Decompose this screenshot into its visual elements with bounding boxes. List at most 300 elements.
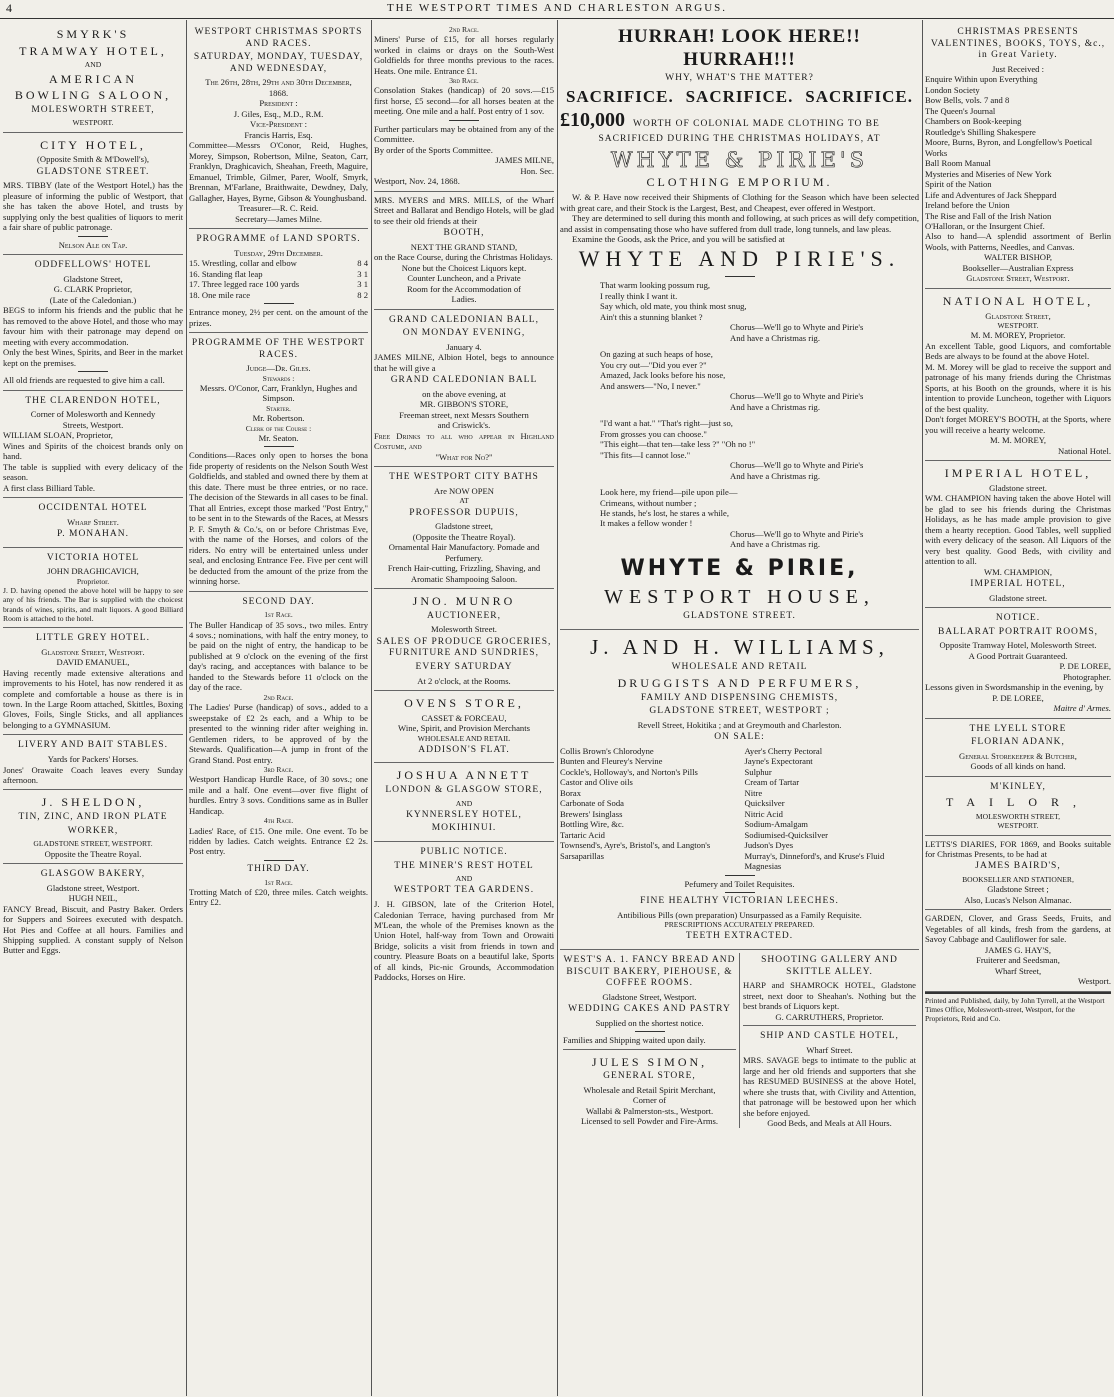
item-prize: 8 2 [357, 289, 368, 300]
page-number: 4 [6, 1, 12, 15]
divider [78, 236, 108, 237]
ad-smyrks-tramway-hotel [3, 22, 183, 133]
ad-banner: SACRIFICE. [685, 86, 794, 106]
ad-heading: WHY, WHAT'S THE MATTER? [665, 73, 814, 84]
land-sports-item [189, 279, 368, 289]
ad-title: LITTLE GREY HOTEL. [36, 633, 150, 643]
ad-heading: TAILOR, [945, 795, 1091, 810]
ad-text: Yards for Packers' Horses. [47, 754, 139, 765]
ad-text: P. DE LOREE, [1059, 661, 1111, 672]
ad-text: Wharf Street. [806, 1044, 853, 1055]
ad-chorus: Chorus—We'll go to Whyte and Pirie's And have a Christmas rig. [730, 460, 864, 481]
ad-title: J. AND H. WILLIAMS, [590, 634, 889, 659]
ad-text: Molesworth Street. [431, 624, 497, 635]
notice-label: Stewards : [262, 373, 295, 383]
ad-title: VICTORIA HOTEL [46, 552, 140, 563]
ad-text: At 2 o'clock, at the Rooms. [417, 675, 511, 686]
bottom-ads-row [560, 950, 919, 1129]
ad-text: MOLESWORTH STREET, [975, 812, 1061, 821]
ad-text: Gladstone Street ; [987, 884, 1049, 895]
ad-miners-rest-hotel [374, 842, 554, 987]
notice-body: Westport Handicap Hurdle Race, of 30 sovs.; one mile and a half. One event—over five flight of hurdles. Entry 3 sovs. Conditions same as in Buller Handicap. [189, 774, 368, 816]
ad-text: Wine, Spirit, and Provision Merchants [398, 723, 530, 734]
ad-title: WHYTE & PIRIE'S [610, 147, 869, 172]
sale-item: Cream of Tartar [744, 777, 800, 788]
ad-text: Revell Street, Hokitika ; and at Greymouth and Charleston. [637, 719, 842, 730]
sale-item: Cockle's, Holloway's, and Norton's Pills [560, 766, 698, 777]
ad-text: PRESCRIPTIONS ACCURATELY PREPARED. [664, 920, 815, 930]
ad-text: MOKIHINUI. [431, 823, 497, 834]
ad-walter-bishop [925, 22, 1111, 289]
ad-text: January 4. [446, 341, 482, 352]
ad-victoria-hotel [3, 548, 183, 628]
ad-amount: £10,000 [560, 108, 625, 131]
ad-verse: That warm looking possum rug, I really think I want it. Say which, old mate, you think most snug, Ain't this a stunning blanket ? [600, 280, 747, 322]
ad-heading: TEETH EXTRACTED. [685, 931, 794, 942]
ad-wests-bakery [560, 953, 740, 1129]
notice-label: 1st Race. [264, 877, 293, 887]
ad-text: Gladstone Street, [985, 310, 1051, 321]
ad-body: JAMES MILNE, Albion Hotel, begs to announce that he will give a [374, 352, 554, 373]
ad-text: G. CLARK Proprietor, [53, 284, 133, 295]
ad-text: Photographer. [1063, 671, 1111, 682]
notice-body: Consolation Stakes (handicap) of 20 sovs.—£15 first horse, £5 second—for all horses beaten at the meeting. One mile and a half. Post entry of 1 sov. [374, 85, 554, 117]
ad-shooting-gallery [740, 953, 919, 1129]
divider [725, 276, 755, 277]
notice-label: 4th Race. [263, 816, 294, 826]
ad-text: Streets, Westport. [62, 419, 124, 430]
ad-text: Goods of all kinds on hand. [970, 761, 1066, 772]
ad-text: Westport. [1078, 976, 1111, 987]
ad-heading: JAMES BAIRD'S, [975, 861, 1061, 872]
sale-item: Nitre [744, 787, 763, 798]
ad-text: WORTH OF COLONIAL MADE CLOTHING TO BE [633, 118, 880, 129]
ad-caledonian-ball [374, 310, 554, 468]
ad-text: French Hair-cutting, Frizzling, Shaving, and Aromatic Shampooing Saloon. [387, 563, 541, 584]
divider [264, 303, 294, 304]
ad-text: JAMES G. HAY'S, [984, 944, 1052, 955]
ad-text: TIN, ZINC, AND IRON PLATE [18, 812, 168, 823]
ad-national-hotel [925, 289, 1111, 461]
sale-items [560, 746, 919, 872]
ad-heading: ADDISON'S FLAT. [418, 744, 510, 755]
ad-text: AT [459, 496, 469, 506]
book-item: Life and Adventures of Jack Sheppard [925, 189, 1057, 200]
divider [264, 446, 294, 447]
ad-text: None but the Choicest Liquors kept. [401, 262, 527, 273]
ad-body: J. D. having opened the above hotel will be happy to see any of his friends. The Bar is supplied with the choicest brands of wines, spirits, and malt liquors. A good Billiard Room is attached to the hotel. [3, 586, 183, 623]
ad-title: SHIP AND CASTLE HOTEL, [760, 1031, 899, 1042]
ad-text: CASSET & FORCEAU, [421, 712, 507, 723]
ad-title: WHYTE & PIRIE, [620, 555, 859, 581]
notice-text: Mr. Robertson. [252, 413, 305, 424]
ad-heading: BOOTH, [443, 228, 485, 239]
ad-glasgow-bakery [3, 864, 183, 960]
divider [725, 892, 755, 893]
ad-text: FAMILY AND DISPENSING CHEMISTS, [640, 692, 839, 703]
ad-text: WESTPORT. [997, 321, 1039, 331]
ad-text: GLADSTONE STREET. [36, 166, 150, 177]
ad-body: MRS. MYERS and MRS. MILLS, of the Wharf Street and Ballarat and Bendigo Hotels, will be glad to see their old friends at their [374, 194, 554, 226]
ad-ship-castle-hotel [743, 1025, 916, 1128]
ad-text: P. DE LOREE, [992, 692, 1044, 703]
ad-text: SACRIFICED DURING THE CHRISTMAS HOLIDAYS, AT [598, 134, 881, 145]
divider [78, 371, 108, 372]
land-sports-item [189, 269, 368, 279]
sale-item: Bottling Wire, &c. [560, 819, 624, 830]
ad-text: GLADSTONE STREET, WESTPORT ; [649, 706, 830, 717]
ad-body: Examine the Goods, ask the Price, and you will be satisfied at [572, 233, 785, 244]
sale-item: Ayer's Cherry Pectoral [744, 745, 823, 756]
book-item: Bow Bells, vols. 7 and 8 [925, 95, 1010, 106]
ad-heading: GRAND CALEDONIAN BALL [390, 375, 538, 386]
item-label: 18. One mile race [189, 289, 251, 300]
notice-text: Secretary—James Milne. [235, 213, 322, 224]
notice-label: Starter. [266, 403, 291, 413]
ad-text: Gladstone street, [435, 521, 493, 532]
notice-title: PROGRAMME of LAND SPORTS. [196, 234, 361, 245]
ad-text: WESTPORT. [72, 118, 114, 128]
notice-text: Francis Harris, Esq. [244, 129, 313, 140]
ad-body: J. H. GIBSON, late of the Criterion Hotel, Caledonian Terrace, having purchased from Mr M'Lean, the whole of the Premises known as the Union Hotel, half-way from Town and Orowaiti Bridge, solicits a visit from friends in town and country. Pleasure Boats on a beautiful lake, Sports of all kinds, Pic-nic Grounds, Accommodation Paddocks, Horses on Hire. [374, 899, 554, 983]
notice-body: Committee—Messrs O'Conor, Reid, Hughes, Morey, Simpson, Robertson, Milne, Seaton, Carr, Franklyn, Draghicavich, Sheahan, Freeth, Maguire, Emanuel, Trimble, Gilmer, Parer, Woolf, Smyrk, Brennan, M'Farlane, Braithwaite, Dewdney, Daly, Gallagher, Hayes, Byrne, Gibson & Younghusband. [189, 140, 368, 203]
book-item: Moore, Burns, Byron, and Longfellow's Poetical Works [925, 137, 1093, 158]
ad-heading: DRUGGISTS AND PERFUMERS, [617, 675, 862, 690]
ad-text: Wallabi & Palmerston-sts., Westport. [585, 1105, 714, 1116]
ad-text: M. M. MOREY, Proprietor. [970, 330, 1066, 341]
ad-text: Wharf Street. [67, 516, 119, 527]
ad-body: HARP and SHAMROCK HOTEL, Gladstone street, next door to Sheahan's. Nothing but the best brands of Liquors kept. [743, 980, 916, 1012]
ad-text: P. MONAHAN. [57, 529, 129, 540]
ad-verse: "I'd want a hat." "That's right—just so, From grosses you can choose." "This eight—that ten—take less ?" "Oh no !" "This fits—I cannot lose." [600, 418, 756, 460]
ad-heading: BOWLING SALOON, [14, 88, 172, 103]
notice-body: Trotting Match of £20, three miles. Catch weights. Entry £2. [189, 886, 368, 908]
ad-body: MRS. TIBBY (late of the Westport Hotel,) has the pleasure of informing the public of Westport, that she has taken the above Hotel, and trusts by supplying only the best qualities of liquors to merit a fair share of public patronage. [3, 180, 183, 233]
ad-banner: SACRIFICE. [805, 86, 914, 106]
ad-text: WESTPORT. [997, 821, 1039, 831]
ad-verse: On gazing at such heaps of hose, You cry out—"Did you ever ?" Amazed, Jack looks before his nose, And answers—"No, I never." [600, 349, 726, 391]
divider [725, 875, 755, 876]
notice-label: 1st Race. [264, 610, 293, 620]
ad-heading: WEDDING CAKES AND PASTRY [568, 1004, 731, 1015]
ad-title: SHOOTING GALLERY AND SKITTLE ALLEY. [761, 954, 898, 977]
ad-title: WEST'S A. 1. FANCY BREAD AND BISCUIT BAKERY, PIEHOUSE, & COFFEE ROOMS. [563, 954, 736, 989]
ad-text: SALES OF PRODUCE GROCERIES, FURNITURE AND SUNDRIES, [376, 636, 552, 659]
ad-chorus: Chorus—We'll go to Whyte and Pirie's And have a Christmas rig. [730, 322, 864, 343]
item-prize: 3 1 [357, 268, 368, 279]
book-item: The Rise and Fall of the Irish Nation [925, 210, 1052, 221]
amount-row [560, 108, 919, 133]
notice-label: President : [259, 98, 298, 109]
ad-body: LETTS'S DIARIES, FOR 1869, and Books suitable for Christmas Presents, to be had at [925, 838, 1111, 859]
ad-body: Wines and Spirits of the choicest brands only on hand. [3, 440, 183, 462]
ad-text: (Opposite the Theatre Royal). [412, 531, 516, 542]
book-item: Ball Room Manual [925, 158, 991, 169]
ad-title: JULES SIMON, [591, 1054, 708, 1069]
notice-text: Messrs. O'Conor, Carr, Franklyn, Hughes and Simpson. [199, 382, 358, 404]
ad-text: Wharf Street, [994, 965, 1042, 976]
notice-label: 2nd Race. [263, 692, 294, 702]
ad-title: WHYTE AND PIRIE'S. [578, 246, 901, 272]
ad-heading: CLOTHING EMPORIUM. [646, 175, 833, 190]
ad-text: Supplied on the shortest notice. [595, 1017, 704, 1028]
ad-title: SMYRK'S [56, 27, 130, 41]
book-item: Enquire Within upon Everything [925, 74, 1038, 85]
ad-text: BOOKSELLER AND STATIONER, [962, 875, 1074, 885]
notice-text: J. Giles, Esq., M.D., R.M. [233, 108, 324, 119]
book-item: London Society [925, 84, 980, 95]
sale-item: Quicksilver [744, 798, 785, 809]
ad-jules-simon [563, 1049, 736, 1127]
sale-item: Bunten and Fleurey's Nervine [560, 756, 663, 767]
ad-text: Opposite Tramway Hotel, Molesworth Street. [939, 640, 1097, 651]
ad-text: WHOLESALE AND RETAIL [671, 662, 808, 673]
sacrifice-row [560, 87, 919, 108]
page-header [0, 0, 1114, 19]
ad-title: THE LYELL STORE [969, 723, 1067, 734]
ad-text: Gladstone Street, Westport. [966, 273, 1070, 284]
ad-title: THE WESTPORT CITY BATHS [389, 472, 539, 483]
notice-body: Further particulars may be obtained from any of the Committee. [374, 123, 554, 145]
ad-heading: WESTPORT TEA GARDENS. [393, 885, 535, 896]
ad-chorus: Chorus—We'll go to Whyte and Pirie's And have a Christmas rig. [730, 528, 864, 550]
ad-text: Gladstone street. [989, 482, 1047, 493]
notice-text: Judge—Dr. Giles. [246, 363, 311, 374]
ad-title: GRAND CALEDONIAN BALL, [389, 314, 539, 325]
notice-races-continued [374, 22, 554, 192]
ad-joshua-annett [374, 763, 554, 842]
ad-text: Corner of [632, 1095, 667, 1106]
ad-text: FLORIAN ADANK, [971, 737, 1065, 748]
ad-heading: BALLARAT PORTRAIT ROOMS, [937, 626, 1099, 637]
ad-text: Antibilious Pills (own preparation) Unsurpassed as a Family Requisite. [617, 909, 862, 920]
ad-title: THE CLARENDON HOTEL, [25, 395, 161, 406]
column-2 [186, 22, 371, 1394]
ad-body: Don't forget MOREY'S BOOTH, at the Sports, where you will receive a hearty welcome. [925, 414, 1111, 435]
item-prize: 3 1 [357, 279, 368, 290]
programme-westport-races [189, 333, 368, 592]
ad-text: ON MONDAY EVENING, [402, 328, 526, 339]
ad-text: MR. GIBBON'S STORE, [419, 399, 509, 410]
notice-christmas-races [189, 22, 368, 229]
ad-text: Corner of Molesworth and Kennedy [30, 409, 156, 420]
sale-item: Murray's, Dinneford's, and Kruse's Fluid Magnesias [744, 850, 885, 872]
ad-body: All old friends are requested to give him a call. [3, 375, 165, 386]
ad-text: JOHN DRAGHICAVICH, [47, 566, 139, 577]
ad-heading: FINE HEALTHY VICTORIAN LEECHES. [640, 896, 839, 907]
ad-body: FANCY Bread, Biscuit, and Pastry Baker. Orders for Suppers and Soirees executed with despatch. Hot Pies and Coffee at all hours. Families and Shipping supplied. A constant supply of Nelson Butter and Eggs. [3, 903, 183, 956]
ad-body: Having recently made extensive alterations and improvements to his Hotel, has now rendered it as complete and comfortable a house as there is in town. In the Large Room attached, Skittles, Boxing Gloves, Foils, Single Sticks, and all appliances belonging to a GYMNASIUM. [3, 667, 183, 730]
ad-heading: ON SALE: [714, 732, 765, 743]
ad-text: MOLESWORTH STREET, [31, 104, 155, 115]
ad-text: Good Beds, and Meals at All Hours. [767, 1118, 892, 1128]
sale-item: Borax [560, 787, 582, 798]
ad-mkinley-tailor [925, 777, 1111, 836]
ad-text: GLADSTONE STREET. [683, 611, 796, 622]
ad-banner: HURRAH! LOOK HERE!! HURRAH!!! [618, 26, 861, 71]
ad-clarendon-hotel [3, 391, 183, 498]
ad-text: Fruiterer and Seedsman, [976, 955, 1060, 966]
book-item: O'Halloran, or the Insurgent Chief. [925, 221, 1045, 231]
ad-text: and Criswick's. [437, 420, 491, 431]
ad-text: Room for the Accommodation of [406, 283, 522, 294]
ad-text: Are NOW OPEN [434, 485, 494, 496]
sale-item: Jayne's Expectorant [744, 756, 813, 767]
ad-title: JOSHUA ANNETT [396, 768, 532, 783]
ad-text: Proprietor. [76, 576, 110, 586]
ad-heading: EVERY SATURDAY [415, 661, 513, 672]
ad-text: WORKER, [67, 825, 119, 836]
notice-body: Conditions—Races only open to horses the bona fide property of residents on the Nelson South West Goldfields, and stabled and owned there by them at this date. There must be three entries, or no race. The decision of the Stewards in all cases to be final. That all Entries, except those marked "Post Entry," to be sent in to the Stewards of the Races, at Messrs P. F. Smyth & Co.'s, on or before Christmas Eve, with the name of the Horses, and colors of the riders. No entry will be entertained unless under seal, and enclosing Entrance Fee. Five per cent will be deducted from the amount of the prize from the winning horse. [189, 450, 368, 587]
ad-text: on the above evening, at [422, 388, 506, 399]
book-item: Spirit of the Nation [925, 179, 992, 190]
ad-body: W. & P. Have now received their Shipments of Clothing for the Season which have been selected with great care, and their Stock is the Largest, Best, and Cheapest, ever offered in Westport. [560, 192, 919, 213]
ad-title: IMPERIAL HOTEL, [944, 466, 1092, 481]
ad-body: Free Drinks to all who appear in Highland Costume, and [374, 430, 554, 452]
programme-land-sports [189, 229, 368, 333]
column-4-whyte-pirie [557, 22, 922, 1394]
ad-body: on the Race Course, during the Christmas Holidays. [374, 252, 553, 263]
ad-chorus: Chorus—We'll go to Whyte and Pirie's And have a Christmas rig. [730, 391, 864, 412]
column-3 [371, 22, 557, 1394]
notice-label: Clerk of the Course : [245, 423, 312, 433]
ad-title: GLASGOW BAKERY, [40, 869, 146, 879]
ad-text: Bookseller—Australian Express [962, 262, 1074, 273]
sale-item: Sodiumised-Quicksilver [744, 829, 829, 840]
sale-item: Judson's Dyes [744, 840, 794, 851]
ad-city-baths [374, 467, 554, 589]
ad-text: Maitre d' Armes. [1053, 703, 1111, 714]
ad-myers-mills-booth [374, 192, 554, 310]
masthead: THE WESTPORT TIMES AND CHARLESTON ARGUS. [386, 2, 728, 14]
ad-text: WHOLESALE AND RETAIL [417, 733, 511, 743]
notice-text: Westport, Nov. 24, 1868. [374, 176, 460, 187]
notice-title: WESTPORT CHRISTMAS SPORTS AND RACES. [194, 27, 363, 49]
sale-list-right [745, 746, 920, 872]
ad-title: JNO. MUNRO [412, 594, 516, 609]
notice-text: 1868. [268, 87, 289, 98]
notice-label: 3rd Race. [263, 765, 294, 775]
ad-text: "What for No?" [435, 451, 493, 462]
ad-text: AND [84, 60, 102, 70]
ad-text: Just Received : [991, 63, 1045, 74]
book-item: Chambers on Book-keeping [925, 116, 1022, 127]
notice-title: PROGRAMME OF THE WESTPORT RACES. [191, 338, 366, 360]
sale-item: Castor and Olive oils [560, 777, 633, 788]
divider [449, 120, 479, 121]
ad-text: Wholesale and Retail Spirit Merchant, [583, 1084, 716, 1095]
sale-item: Nitric Acid [744, 808, 783, 819]
ad-body: An excellent Table, good Liquors, and comfortable Beds are always to be found at the above Hotel. [925, 340, 1111, 362]
ad-verse: Look here, my friend—pile upon pile— Crimeans, without number ; He stands, he's lost, he stares a while, It makes a fellow wonder ! [600, 487, 738, 529]
ad-text: Ladies. [451, 294, 477, 305]
ad-title: M'KINLEY, [990, 781, 1046, 792]
notice-label: 3rd Race. [449, 76, 479, 86]
ad-heading: IMPERIAL HOTEL, [970, 579, 1066, 590]
ad-body: Also to hand—A splendid assortment of Berlin Wools, with Patterns, Needles, and Canvas. [925, 231, 1111, 252]
ad-body: A first class Billiard Table. [3, 482, 96, 493]
ad-title: OCCIDENTAL HOTEL [38, 503, 148, 514]
item-prize: 8 4 [357, 258, 368, 269]
notice-text: By order of the Sports Committee. [374, 144, 493, 155]
sale-list-left [560, 746, 735, 872]
item-label: 16. Standing flat leap [189, 268, 263, 279]
item-label: 15. Wrestling, collar and elbow [189, 258, 297, 269]
notice-title: THIRD DAY. [247, 863, 310, 874]
book-item: Routledge's Shilling Shakespere [925, 126, 1036, 137]
ad-williams-druggists [560, 630, 919, 950]
ad-text: Gladstone Street, [63, 273, 123, 284]
divider [264, 860, 294, 861]
ad-text: Also, Lucas's Nelson Almanac. [964, 894, 1072, 905]
ad-text: Nelson Ale on Tap. [58, 239, 128, 250]
notice-body: Miners' Purse of £15, for all horses regularly worked in claims or drays on the South-West Goldfields for three months previous to the races. Heats. One mile. Entrance £1. [374, 34, 554, 76]
sale-item: Brewers' Isinglass [560, 808, 623, 819]
book-item: Mysteries and Miseries of New York [925, 168, 1052, 179]
ad-heading: AUCTIONEER, [426, 610, 502, 621]
ad-text: A Good Portrait Guaranteed. [968, 650, 1068, 661]
ad-ovens-store [374, 691, 554, 763]
sale-item: Carbonate of Soda [560, 798, 624, 809]
notice-text: Tuesday, 29th December. [234, 247, 323, 258]
land-sports-list [189, 258, 368, 300]
ad-text: Gladstone Street, Westport. [602, 991, 697, 1002]
notice-label: 2nd Race. [449, 25, 479, 34]
ad-lyell-store [925, 719, 1111, 777]
ad-text: GLADSTONE STREET, WESTPORT. [33, 839, 153, 849]
ad-heading: TRAMWAY HOTEL, [19, 43, 167, 58]
book-item: Ireland before the Union [925, 200, 1010, 211]
ad-heading: PROFESSOR DUPUIS, [409, 507, 519, 518]
ad-text: AND [455, 874, 473, 884]
ad-text: Gladstone street. [989, 592, 1047, 603]
ad-text: Families and Shipping waited upon daily. [563, 1035, 706, 1046]
ad-city-hotel [3, 133, 183, 256]
notice-text: Treasurer—R. C. Reid. [238, 203, 319, 214]
ad-text: NEXT THE GRAND STAND, [410, 241, 518, 252]
ad-text: G. CARRUTHERS, Proprietor. [775, 1011, 884, 1022]
ad-imperial-hotel [925, 461, 1111, 608]
ad-text: Pefumery and Toilet Requisites. [684, 878, 795, 889]
ad-heading: WESTPORT HOUSE, [604, 585, 875, 608]
sale-item: Sulphur [744, 766, 772, 777]
ad-body: The table is supplied with every delicacy of the season. [3, 461, 183, 483]
ad-text: WILLIAM SLOAN, Proprietor, [3, 430, 113, 441]
notice-text: The 26th, 28th, 29th and 30th December, [205, 77, 352, 88]
ad-munro-auctioneer [374, 589, 554, 691]
ad-body: WM. CHAMPION having taken the above Hotel will be glad to see his friends during the Christmas Holidays, as he has made ample provision to give them a hearty reception. Good Tables, well supplied with every delicacy of the season. All Liquors of the very best quality. Good Beds, with civility and attention to all. [925, 493, 1111, 567]
ad-heading: GENERAL STORE, [603, 1071, 696, 1082]
imprint: Printed and Published, daily, by John Tyrrell, at the Westport Times Office, Molesworth-street, Westport, for the Proprietors, Reid and Co. [925, 992, 1111, 1023]
ad-body: BEGS to inform his friends and the public that he has removed to the above Hotel, and those who may favour him with their patronage may depend on meeting with every accommodation. [3, 305, 183, 347]
ad-title: CHRISTMAS PRESENTS VALENTINES, BOOKS, TOYS, &c., in Great Variety. [930, 27, 1106, 61]
ad-body: Only the best Wines, Spirits, and Beer in the market kept on the premises. [3, 347, 183, 368]
sale-item: Tartaric Acid [560, 829, 605, 840]
ad-text: AND [455, 798, 473, 808]
ad-text: M. M. MOREY, [990, 435, 1046, 446]
ad-text: Gladstone Street, Westport. [41, 646, 145, 657]
notice-body: Entrance money, 2½ per cent. on the amount of the prizes. [189, 307, 368, 328]
ad-whyte-pirie-emporium [560, 22, 919, 630]
book-list [925, 74, 1111, 231]
ad-banner: SACRIFICE. [565, 86, 674, 106]
ad-text: Licensed to sell Powder and Fire-Arms. [581, 1116, 718, 1127]
ad-text: KYNNERSLEY HOTEL, [406, 809, 522, 820]
column-5 [922, 22, 1114, 1394]
ad-text: (Opposite Smith & M'Dowell's), [37, 154, 149, 165]
ad-body: Jones' Orawaite Coach leaves every Sunday afternoon. [3, 764, 183, 785]
ad-body: They are determined to sell during this month and following, at such prices as will defy competition, and assist in compensating those who have suffered from dull trade, long tunnels, and law pleas. [560, 213, 919, 234]
